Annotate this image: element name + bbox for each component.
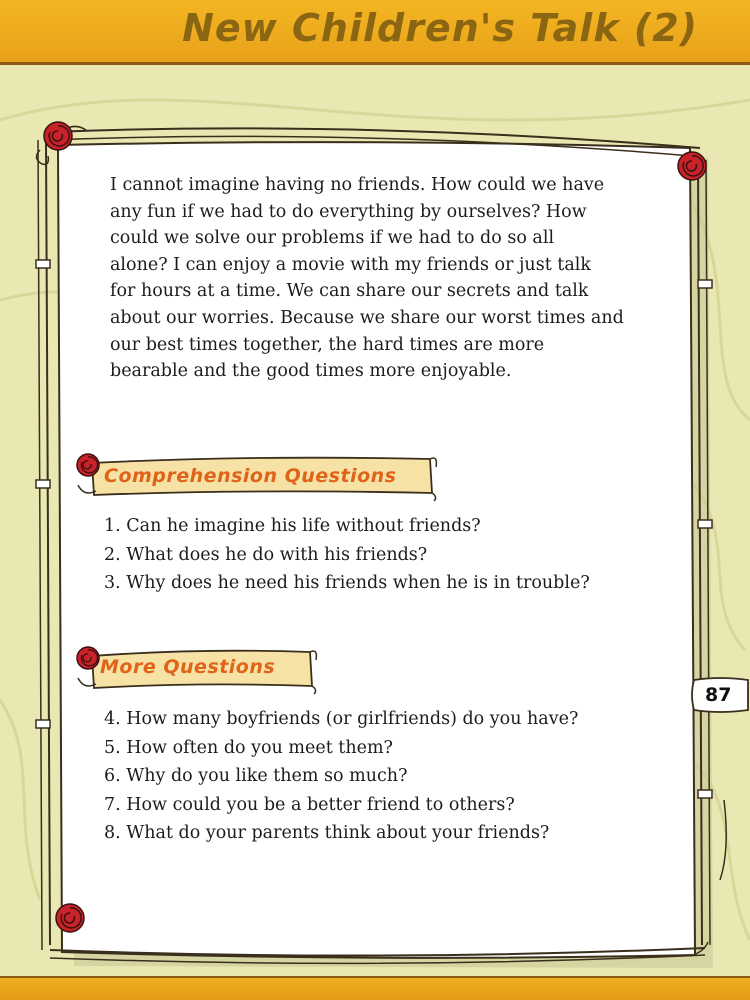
more-questions-heading: More Questions bbox=[100, 656, 276, 678]
comprehension-list bbox=[104, 512, 664, 598]
reading-passage bbox=[110, 172, 655, 385]
list-item: 4. How many boyfriends (or girlfriends) do you have? bbox=[104, 709, 579, 729]
list-item: 3. Why does he need his friends when he is in trouble? bbox=[104, 573, 590, 593]
passage-line: our best times together, the hard times are more bbox=[110, 334, 545, 355]
passage-line: could we solve our problems if we had to do so all bbox=[110, 228, 555, 249]
more-questions-list bbox=[104, 705, 664, 848]
rose-icon bbox=[40, 118, 76, 154]
passage-line: any fun if we had to do everything by ourselves? How bbox=[110, 201, 587, 222]
list-item: 7. How could you be a better friend to others? bbox=[104, 794, 515, 815]
list-item: 6. Why do you like them so much? bbox=[104, 766, 408, 786]
passage-line: bearable and the good times more enjoyable. bbox=[110, 361, 512, 382]
passage-line: alone? I can enjoy a movie with my friends or just talk bbox=[110, 254, 591, 275]
passage-line: I cannot imagine having no friends. How could we have bbox=[110, 175, 605, 195]
list-item: 5. How often do you meet them? bbox=[104, 737, 393, 758]
rose-icon bbox=[674, 148, 710, 184]
list-item: 8. What do your parents think about your friends? bbox=[104, 823, 550, 843]
rose-icon bbox=[52, 900, 88, 936]
footer-band bbox=[0, 976, 750, 1000]
comprehension-heading: Comprehension Questions bbox=[104, 465, 397, 487]
list-item: 1. Can he imagine his life without friends? bbox=[104, 516, 481, 536]
page-title: New Children's Talk (2) bbox=[182, 6, 698, 50]
page-number: 87 bbox=[705, 684, 732, 706]
list-item: 2. What does he do with his friends? bbox=[104, 544, 428, 565]
passage-line: about our worries. Because we share our worst times and bbox=[110, 307, 624, 328]
passage-line: for hours at a time. We can share our secrets and talk bbox=[110, 281, 589, 302]
